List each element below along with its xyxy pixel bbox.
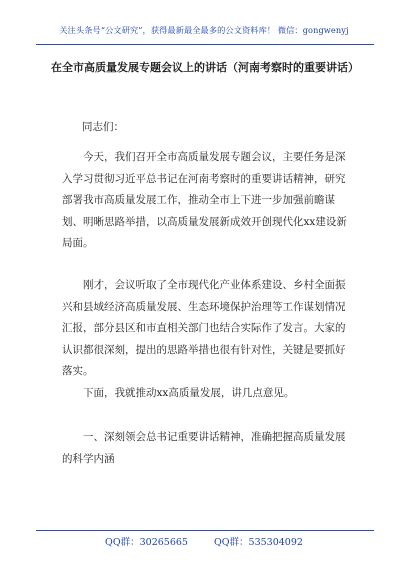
document-title: 在全市高质量发展专题会议上的讲话（河南考察时的重要讲话） <box>51 61 359 74</box>
paragraph-2-text: 刚才，会议听取了全市现代化产业体系建设、乡村全面振兴和县域经济高质量发展、生态环境保护治理等工作谋划情况汇报，部分县区和市直相关部门也结合实际作了发言。大家的认识都很深刻，提出的思路举措也很有针对性，关键是要抓好落实。 <box>62 279 346 377</box>
paragraph-1 <box>62 147 354 255</box>
footer-contact <box>0 534 408 548</box>
header-banner: 关注头条号“公文研究”，获得最新最全最多的公文资料库！ 微信：gongwenyj <box>59 25 349 35</box>
paragraph-1-text: 今天，我们召开全市高质量发展专题会议，主要任务是深入学习贯彻习近平总书记在河南考察时的重要讲话精神，研究部署我市高质量发展工作，推动全市上下进一步加强前瞻谋划、明晰思路举措，以高质量发展新成效开创现代化xx建设新局面。 <box>62 151 347 249</box>
paragraph-2 <box>62 275 354 383</box>
footer-divider <box>36 530 374 531</box>
section-heading-1 <box>62 427 354 470</box>
header-divider <box>36 44 374 45</box>
paragraph-3-text: 下面，我就推动xx高质量发展，讲几点意见。 <box>83 387 295 399</box>
footer-qq-group-1: QQ群：30265665 <box>105 537 188 548</box>
salutation: 同志们： <box>82 121 124 133</box>
paragraph-3 <box>62 383 354 405</box>
section-heading-1-text: 一、深刻领会总书记重要讲话精神，准确把握高质量发展的科学内涵 <box>62 431 346 465</box>
footer-qq-group-2: QQ群：535304092 <box>213 537 303 548</box>
